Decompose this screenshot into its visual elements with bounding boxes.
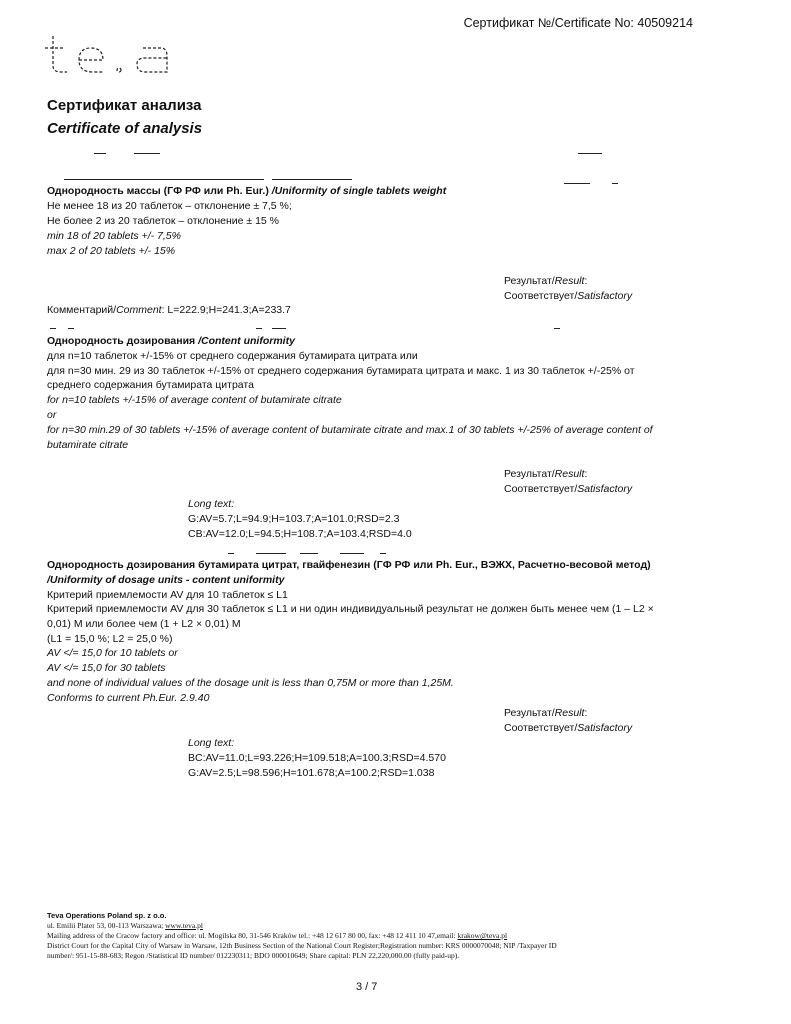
comment-label-en: Comment: [116, 304, 162, 316]
result-value-en: Satisfactory: [577, 722, 633, 734]
result-label-en: Result: [554, 275, 585, 287]
separator-mark: [612, 183, 618, 184]
separator-mark: [134, 153, 160, 154]
document-title-en: Certificate of analysis: [47, 120, 203, 137]
footer-mailing-text: Mailing address of the Cracow factory and office: ul. Mogilska 80, 31-546 Kraków tel.: +48 12 617 80 00, fax: +48 12 411 10 47,email:: [47, 931, 458, 940]
spec-line-en: AV </= 15,0 for 30 tablets: [47, 662, 166, 674]
separator-mark: [256, 553, 286, 554]
footer-address-text: ul. Emilii Plater 53, 00-113 Warszawa;: [47, 921, 166, 930]
separator-mark: [228, 553, 234, 554]
spec-line: Критерий приемлемости AV для 30 таблеток ≤ L1 и ни один индивидуальный результат не должен быть менее чем (1 – L2 ×: [47, 603, 654, 615]
separator-mark: [64, 179, 264, 180]
long-text-label: Long text:: [188, 737, 235, 749]
spec-line: (L1 = 15,0 %; L2 = 25,0 %): [47, 633, 173, 645]
result-label-ru: Результат/: [504, 468, 555, 480]
footer-address: [47, 921, 203, 931]
result-label: Результат/Result:: [504, 707, 588, 719]
long-text-line: G:AV=5.7;L=94.9;H=103.7;A=101.0;RSD=2.3: [188, 513, 400, 525]
spec-line: Не менее 18 из 20 таблеток – отклонение ± 7,5 %;: [47, 200, 292, 212]
spec-line: Не более 2 из 20 таблеток – отклонение ± 15 %: [47, 215, 280, 227]
section-mass-uniformity-heading: [47, 184, 446, 199]
result-value: [504, 721, 632, 736]
result-label-ru: Результат/: [504, 275, 555, 287]
company-logo: [43, 28, 173, 78]
comment: [47, 303, 291, 318]
section-dosage-units-heading-en: /Uniformity of dosage units - content uniformity: [47, 574, 285, 586]
long-text-label: Long text:: [188, 498, 235, 510]
section-content-uniformity-heading: [47, 334, 295, 349]
separator-mark: [564, 183, 590, 184]
spec-line-en: Conforms to current Ph.Eur. 2.9.40: [47, 692, 210, 704]
document-title-ru: Сертификат анализа: [47, 97, 202, 114]
long-text-line: BC:AV=11.0;L=93.226;H=109.518;A=100.3;RSD=4.570: [188, 752, 446, 764]
footer-email-link[interactable]: krakow@teva.pl: [457, 931, 508, 940]
separator-mark: [380, 553, 386, 554]
result-label-en: Result: [554, 468, 585, 480]
comment-label: Комментарий/: [47, 304, 117, 316]
result-label-ru: Результат/: [504, 707, 555, 719]
spec-line-en: butamirate citrate: [47, 439, 129, 451]
spec-line: Критерий приемлемости AV для 10 таблеток ≤ L1: [47, 589, 288, 601]
result-label-en: Result: [554, 707, 585, 719]
separator-mark: [94, 153, 106, 154]
spec-line-en: max 2 of 20 tablets +/- 15%: [47, 245, 176, 257]
spec-line: для n=10 таблеток +/-15% от среднего содержания бутамирата цитрата или: [47, 350, 418, 362]
result-value-ru: Соответствует/: [504, 290, 578, 302]
separator-mark: [50, 328, 56, 329]
result-value: [504, 289, 632, 304]
separator-mark: [340, 553, 364, 554]
spec-line-en: and none of individual values of the dosage unit is less than 0,75M or more than 1,25M.: [47, 677, 454, 689]
section-dosage-units-heading-ru: Однородность дозирования бутамирата цитрат, гвайфенезин (ГФ РФ или Ph. Eur., ВЭЖХ, Расчетно-весовой метод): [47, 559, 651, 571]
spec-line-en: for n=10 tablets +/-15% of average content of butamirate citrate: [47, 394, 342, 406]
footer-mailing: [47, 931, 507, 941]
long-text-line: G:AV=2.5;L=98.596;H=101.678;A=100.2;RSD=1.038: [188, 767, 435, 779]
separator-mark: [300, 553, 318, 554]
result-value-ru: Соответствует/: [504, 722, 578, 734]
long-text-line: CB:AV=12.0;L=94.5;H=108.7;A=103.4;RSD=4.0: [188, 528, 412, 540]
result-label: Результат/Result:: [504, 275, 588, 287]
heading-ru: Однородность дозирования: [47, 335, 199, 347]
footer-website-link[interactable]: www.teva.pl: [165, 921, 203, 930]
separator-mark: [68, 328, 74, 329]
separator-mark: [272, 179, 352, 180]
separator-mark: [256, 328, 262, 329]
spec-line-en: for n=30 min.29 of 30 tablets +/-15% of average content of butamirate citrate and max.1 of 30 tablets +/-25% of average content of: [47, 424, 653, 436]
result-label: Результат/Result:: [504, 468, 588, 480]
footer-registration: number/: 951-15-88-683; Regon /Statistical ID number/ 012230311; BDO 000010649; Share capital: PLN 22,220,000.00 (fully paid-up).: [47, 951, 460, 960]
spec-line: для n=30 мин. 29 из 30 таблеток +/-15% от среднего содержания бутамирата цитрата и макс. 1 из 30 таблеток +/-25% от: [47, 365, 635, 377]
result-value-en: Satisfactory: [577, 483, 633, 495]
result-value-ru: Соответствует/: [504, 483, 578, 495]
separator-mark: [554, 328, 560, 329]
spec-line-en: min 18 of 20 tablets +/- 7,5%: [47, 230, 181, 242]
heading-en: /Content uniformity: [198, 335, 295, 347]
spec-line-en: or: [47, 409, 57, 421]
certificate-number: Сертификат №/Certificate No: 40509214: [463, 16, 693, 30]
separator-mark: [272, 328, 286, 329]
footer-company: Teva Operations Poland sp. z o.o.: [47, 911, 167, 920]
separator-mark: [578, 153, 602, 154]
heading-ru: Однородность массы (ГФ РФ или Ph. Eur.): [47, 185, 269, 197]
spec-line-en: AV </= 15,0 for 10 tablets or: [47, 647, 178, 659]
result-value-en: Satisfactory: [577, 290, 633, 302]
spec-line: 0,01) M или более чем (1 + L2 × 0,01) M: [47, 618, 241, 630]
comment-value: : L=222.9;H=241.3;A=233.7: [161, 304, 291, 316]
result-value: [504, 482, 632, 497]
page-number: 3 / 7: [356, 981, 378, 993]
heading-en: /Uniformity of single tablets weight: [271, 185, 447, 197]
spec-line: среднего содержания бутамирата цитрата: [47, 379, 254, 391]
footer-court: District Court for the Capital City of Warsaw in Warsaw, 12th Business Section of the National Court Register;Registration number: KRS 0000070048; NIP /Taxpayer ID: [47, 941, 557, 950]
